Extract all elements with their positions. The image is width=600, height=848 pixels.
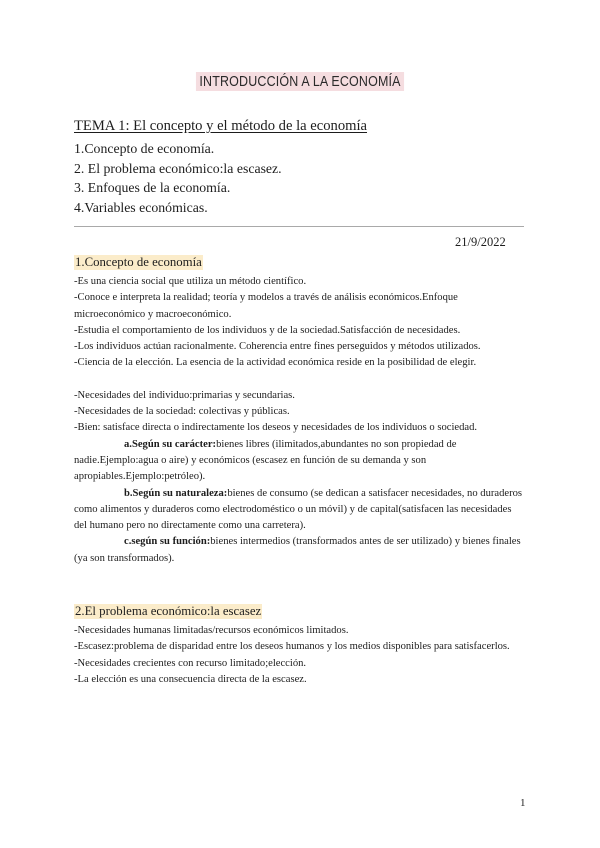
classification-first-line xyxy=(74,437,544,453)
text-line: microeconómico y macroeconómico. xyxy=(74,308,232,320)
text-line: -Necesidades del individuo:primarias y secundarias. xyxy=(74,389,295,401)
text-line: apropiables.Ejemplo:petróleo). xyxy=(74,471,206,483)
document-title-text: INTRODUCCIÓN A LA ECONOMÍA xyxy=(196,72,404,91)
page-number: 1 xyxy=(520,797,526,809)
text-line: -Escasez:problema de disparidad entre los deseos humanos y los medios disponibles para satisfacerlos. xyxy=(74,641,510,653)
paragraph-gap xyxy=(74,372,544,388)
text-line: nadie.Ejemplo:agua o aire) y económicos (escasez en función de su demanda y son xyxy=(74,454,427,466)
text-line: -Los individuos actúan racionalmente. Coherencia entre fines perseguidos y métodos utilizados. xyxy=(74,341,481,353)
classification-item xyxy=(74,486,544,535)
classification-text: bienes libres (ilimitados,abundantes no son propiedad de xyxy=(216,438,457,450)
section-heading: 1.Concepto de economía xyxy=(75,255,202,269)
text-line: -Necesidades humanas limitadas/recursos económicos limitados. xyxy=(74,625,349,636)
toc-item: 4.Variables económicas. xyxy=(74,199,208,215)
table-of-contents xyxy=(74,118,544,217)
document-title xyxy=(0,72,600,91)
section-concepto xyxy=(74,253,544,567)
classification-item xyxy=(74,437,544,486)
text-line: del humano pero no directamente como una carretera). xyxy=(74,520,306,532)
toc-tema: TEMA 1: El concepto y el método de la economía xyxy=(74,118,368,134)
text-line: -Conoce e interpreta la realidad; teoría y modelos a través de análisis económicos.Enfoque xyxy=(74,292,458,304)
text-line: -Es una ciencia social que utiliza un método científico. xyxy=(74,276,307,287)
text-line: -Necesidades crecientes con recurso limitado;elección. xyxy=(74,657,307,669)
text-line: como alimentos y duraderos como electrodoméstico o un móvil) y de capital(satisfacen las necesidades xyxy=(74,503,512,515)
classification-term: a.Según su carácter: xyxy=(124,438,217,450)
section-escasez xyxy=(74,602,544,688)
classification-text: bienes de consumo (se dedican a satisfacer necesidades, no duraderos xyxy=(227,487,523,499)
classification-term: b.Según su naturaleza: xyxy=(124,487,228,499)
classification-text: bienes intermedios (transformados antes de ser utilizado) y bienes finales xyxy=(210,536,521,548)
text-line: -Ciencia de la elección. La esencia de la actividad económica reside en la posibilidad de elegir. xyxy=(74,357,477,369)
text-line: -Bien: satisface directa o indirectamente los deseos y necesidades de los individuos o sociedad. xyxy=(74,422,478,434)
horizontal-divider xyxy=(74,226,524,227)
classification-first-line xyxy=(74,534,544,550)
toc-item: 2. El problema económico:la escasez. xyxy=(74,160,282,176)
toc-item: 3. Enfoques de la economía. xyxy=(74,180,231,196)
text-line: (ya son transformados). xyxy=(74,552,175,564)
text-line: -Necesidades de la sociedad: colectivas y públicas. xyxy=(74,406,290,418)
text-line: -La elección es una consecuencia directa de la escasez. xyxy=(74,673,307,685)
classification-item xyxy=(74,534,544,567)
classification-first-line xyxy=(74,486,544,502)
date-label: 21/9/2022 xyxy=(455,235,506,249)
text-line: -Estudia el comportamiento de los individuos y de la sociedad.Satisfacción de necesidades. xyxy=(74,324,461,336)
section-heading: 2.El problema económico:la escasez xyxy=(75,604,262,618)
classification-term: c.según su función: xyxy=(124,536,211,548)
toc-item: 1.Concepto de economía. xyxy=(74,141,215,156)
